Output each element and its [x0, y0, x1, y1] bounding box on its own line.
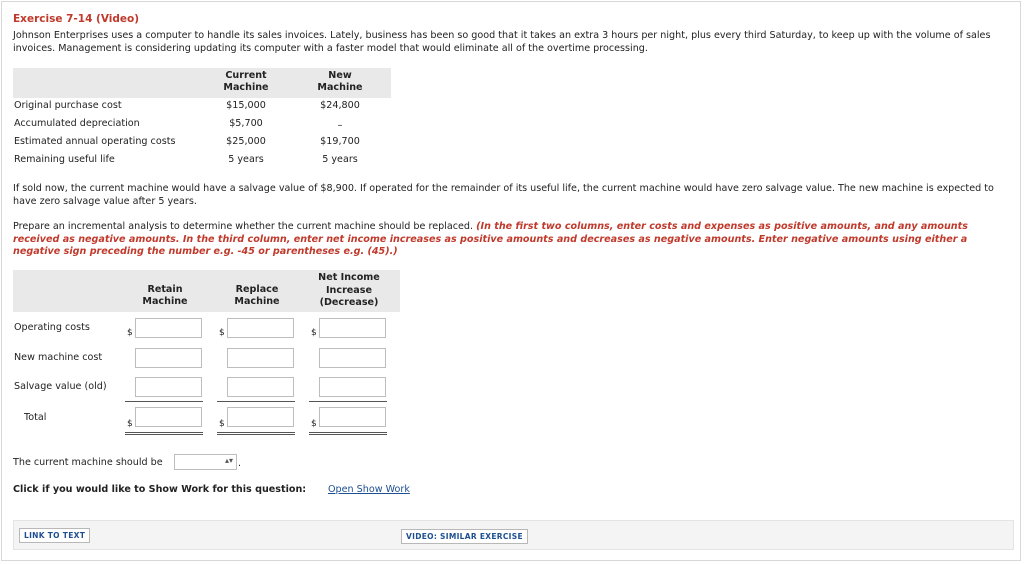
col-current-line1: Current [225, 70, 267, 81]
col-new-line2: Machine [317, 82, 363, 93]
salvage-value-net-input[interactable] [319, 377, 386, 397]
double-underline [309, 432, 387, 435]
row-current-value: $15,000 [226, 100, 266, 111]
instructions [13, 221, 1008, 259]
row-label: Remaining useful life [14, 154, 115, 165]
row-current-value: $25,000 [226, 136, 266, 147]
currency-symbol: $ [311, 419, 317, 429]
subtotal-rule [217, 401, 295, 402]
select-arrows-icon: ▴▾ [224, 456, 233, 465]
currency-symbol: $ [219, 419, 225, 429]
footer-bar [13, 520, 1014, 550]
col-replace-header [225, 284, 289, 308]
col-current-line2: Machine [223, 82, 269, 93]
row-new-value: – [337, 120, 343, 131]
instructions-lead: Prepare an incremental analysis to determine whether the current machine should be replaced. [13, 221, 474, 232]
new-machine-cost-net-input[interactable] [319, 348, 386, 368]
currency-symbol: $ [127, 419, 133, 429]
row-new-value: $19,700 [320, 136, 360, 147]
show-work-label: Click if you would like to Show Work for this question: [13, 484, 307, 495]
currency-symbol: $ [311, 328, 317, 338]
col-replace-line1: Replace [235, 284, 279, 295]
total-replace-input[interactable] [227, 407, 294, 427]
operating-costs-replace-input[interactable] [227, 318, 294, 338]
col-net-line2: Increase [325, 284, 372, 296]
instructions-note: (In the first two columns, enter costs and expenses as positive amounts, and any amounts received as negative amounts. In the third column, enter net income increases as positive amounts and decreases as negative amounts. Enter negative amounts using either a negative sign preceding the number e.g. -45 or parentheses e.g. (45).) [13, 221, 968, 257]
col-net-line3: (Decrease) [319, 297, 379, 308]
row-label-total: Total [24, 412, 47, 423]
col-net-header [309, 272, 389, 310]
link-to-text-button[interactable]: LINK TO TEXT [19, 528, 90, 543]
double-underline [125, 432, 203, 435]
conclusion-label: The current machine should be [13, 457, 163, 468]
incremental-analysis-table [13, 270, 400, 445]
row-new-value: $24,800 [320, 100, 360, 111]
col-replace-line2: Machine [234, 296, 280, 307]
row-label: Estimated annual operating costs [14, 136, 176, 147]
salvage-info-text: If sold now, the current machine would have a salvage value of $8,900. If operated for the remainder of its useful life, the current machine would have zero salvage value. The new machine is expected to have zero salvage value after 5 years. [13, 183, 994, 207]
machine-info-table [13, 68, 391, 170]
row-label: Original purchase cost [14, 100, 122, 111]
subtotal-rule [125, 401, 203, 402]
conclusion-period: . [238, 458, 242, 469]
double-underline [217, 432, 295, 435]
row-new-value: 5 years [322, 154, 358, 165]
col-retain-line2: Machine [142, 296, 188, 307]
salvage-value-replace-input[interactable] [227, 377, 294, 397]
row-current-value: $5,700 [229, 118, 263, 129]
operating-costs-retain-input[interactable] [135, 318, 202, 338]
row-label-new-machine-cost: New machine cost [14, 352, 103, 363]
intro-text: Johnson Enterprises uses a computer to handle its sales invoices. Lately, business has been so good that it takes an extra 3 hours per night, plus every third Saturday, to keep up with the volume of sales invoices. Management is considering updating its computer with a faster model that would eliminate all of the overtime processing. [13, 30, 991, 54]
conclusion-select[interactable] [174, 454, 237, 470]
row-current-value: 5 years [228, 154, 264, 165]
open-show-work-link[interactable]: Open Show Work [328, 484, 410, 495]
col-retain-header [133, 284, 197, 308]
currency-symbol: $ [219, 328, 225, 338]
row-label-operating-costs: Operating costs [14, 322, 90, 333]
salvage-value-retain-input[interactable] [135, 377, 202, 397]
operating-costs-net-input[interactable] [319, 318, 386, 338]
col-current-header [213, 70, 279, 94]
col-net-line1: Net Income [318, 272, 380, 283]
new-machine-cost-retain-input[interactable] [135, 348, 202, 368]
question-panel [1, 1, 1021, 561]
col-new-header [307, 70, 373, 94]
exercise-title: Exercise 7-14 (Video) [13, 13, 140, 25]
total-retain-input[interactable] [135, 407, 202, 427]
currency-symbol: $ [127, 328, 133, 338]
total-net-input[interactable] [319, 407, 386, 427]
video-similar-exercise-button[interactable]: VIDEO: SIMILAR EXERCISE [401, 529, 528, 544]
row-label-salvage-value: Salvage value (old) [14, 381, 107, 392]
row-label: Accumulated depreciation [14, 118, 140, 129]
new-machine-cost-replace-input[interactable] [227, 348, 294, 368]
col-new-line1: New [328, 70, 352, 81]
subtotal-rule [309, 401, 387, 402]
col-retain-line1: Retain [147, 284, 183, 295]
